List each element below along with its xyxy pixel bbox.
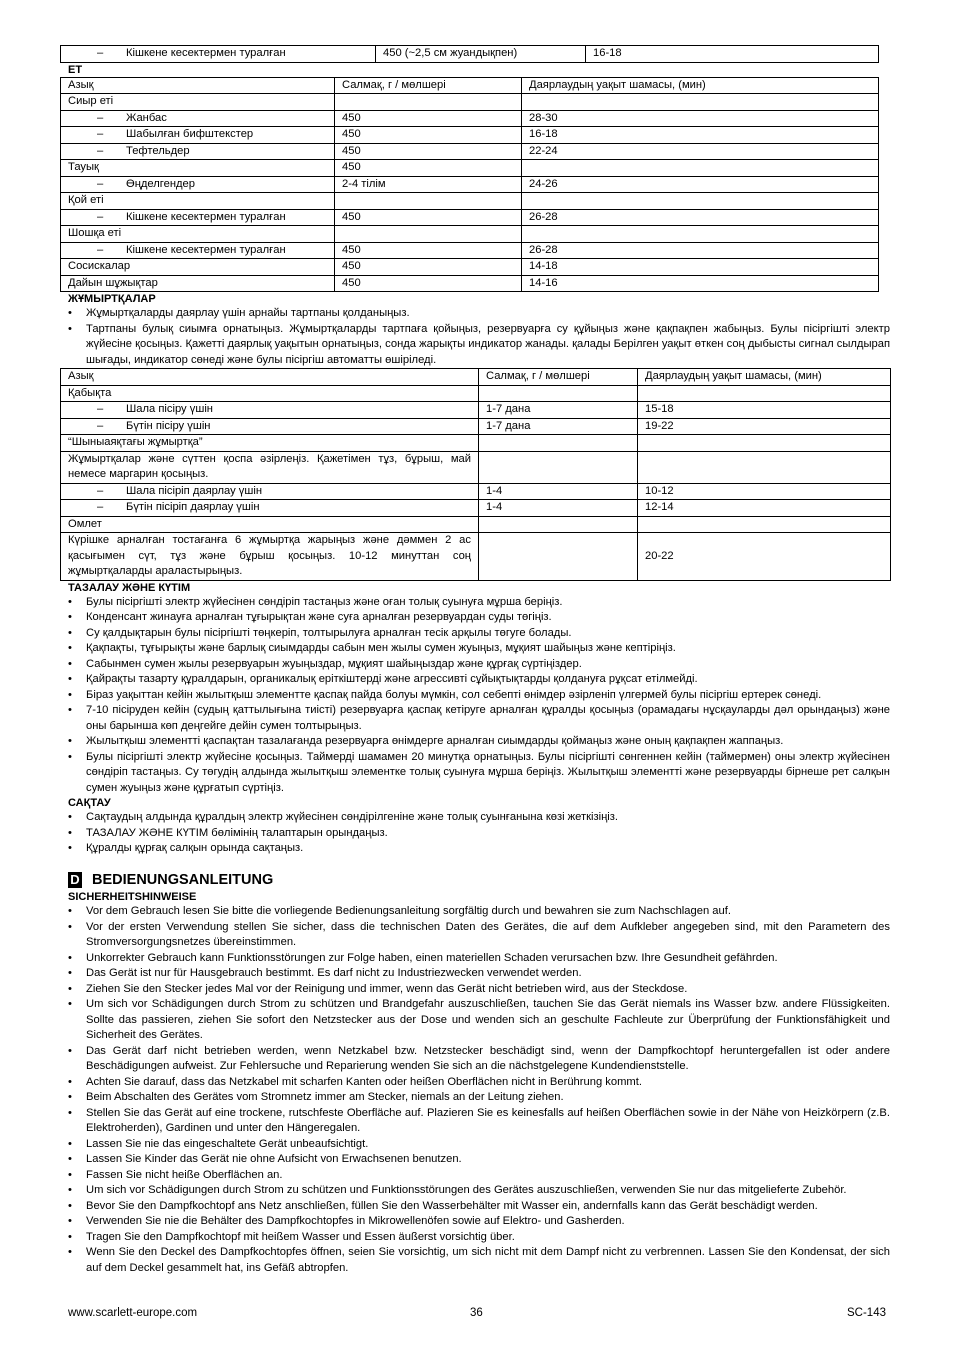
table-cell — [61, 418, 479, 435]
table-row — [61, 209, 879, 226]
table-cell: Тауық — [61, 160, 335, 177]
cleaning-bullet-list — [60, 595, 890, 797]
table-cell: 1-7 дана — [479, 418, 638, 435]
item-label: Шала пісіру үшін — [126, 403, 213, 415]
table-cell: 19-22 — [638, 418, 891, 435]
list-item: • Tragen Sie den Dampfkochtopf mit heißem Wasser und Essen äußerst vorsichtig über. — [60, 1230, 890, 1246]
item-label: Өңделгендер — [126, 177, 195, 190]
table-cell: Сосискалар — [61, 259, 335, 276]
meat-heading: ЕТ — [68, 63, 83, 76]
table-cell: 22-24 — [522, 143, 879, 160]
column-header: Азық — [61, 77, 335, 94]
table-cell — [479, 385, 638, 402]
list-item: • Тартпаны булық сиымға орнатыңыз. Жұмыртқаларды тартпаға қойыңыз, резервуарға су құйыңыз және қақпақпен жабыңыз. Булы пісіргішті электр жүйесіне қосыңыз. Қажетті даярлық уақытын орнатыңыз, сонда жарықты индикатор жанады. қалады Берілген уақыт өткен соң дыбысты сигнал сылдырап шығады, индикатор сөнеді және булы пісіргіш автоматты өшіріледі. — [60, 322, 890, 369]
table-cell: Қабықта — [61, 385, 479, 402]
list-item: • Vor der ersten Verwendung stellen Sie sicher, dass die technischen Daten des Gerätes, die auf dem Aufkleber angegeben sind, mit den Parametern des Stromversorgungsnetzes übereinstimmen. — [60, 920, 890, 951]
item-label: Бүтін пісіру үшін — [126, 419, 211, 432]
list-item: • Fassen Sie nicht heiße Oberflächen an. — [60, 1168, 890, 1184]
table-cell — [638, 451, 891, 483]
table-cell: – Кішкене кесектермен туралған — [61, 46, 376, 63]
table-cell: 28-30 — [522, 110, 879, 127]
safety-heading: SICHERHEITSHINWEISE — [68, 891, 197, 904]
table-cell: 12-14 — [638, 500, 891, 517]
table-cell: Қой еті — [61, 193, 335, 210]
language-code-badge: D — [68, 872, 82, 888]
table-cell — [638, 435, 891, 452]
item-label: Жанбас — [126, 111, 167, 124]
footer-page-number: 36 — [470, 1307, 483, 1319]
table-cell: Дайын шұжықтар — [61, 275, 335, 292]
table-row — [61, 46, 879, 63]
list-item: • Unkorrekter Gebrauch kann Funktionsstörungen zur Folge haben, einen materiellen Schaden verursachen bzw. Ihre Gesundheit gefährden. — [60, 951, 890, 967]
table-row — [61, 176, 879, 193]
dash-marker: – — [97, 243, 104, 256]
list-item: • Achten Sie darauf, dass das Netzkabel mit scharfen Kanten oder heißen Oberflächen nicht in Berührung kommt. — [60, 1075, 890, 1091]
list-item: • Beim Abschalten des Gerätes vom Stromnetz immer am Stecker, niemals an der Leitung ziehen. — [60, 1090, 890, 1106]
dash-marker: – — [97, 128, 104, 140]
list-item: • Lassen Sie Kinder das Gerät nie ohne Aufsicht von Erwachsenen benutzen. — [60, 1152, 890, 1168]
list-item: • Um sich vor Schädigungen durch Strom zu schützen und Funktionsstörungen des Gerätes auszuschließen, verwenden Sie nur das mitgelieferte Zubehör. — [60, 1183, 890, 1199]
list-item: • Stellen Sie das Gerät auf eine trockene, rutschfeste Oberfläche auf. Plazieren Sie es keinesfalls auf heißen Oberflächen sowie in der Nähe von Heizkörpern (z.B. Elektroherden), Gardinen und unter den Hängeregalen. — [60, 1106, 890, 1137]
table-row — [61, 226, 879, 243]
cleaning-heading: ТАЗАЛАУ ЖӘНЕ КҮТІМ — [68, 581, 191, 594]
list-item: • Das Gerät darf nicht betrieben werden, wenn Netzkabel bzw. Netzstecker beschädigt sind, wenn der Dampfkochtopf heruntergefallen ist oder andere Beschädigungen aufweist. Zur Fehlersuche und Reparierung wenden Sie sich an die nächstgelegene Kundendienststelle. — [60, 1044, 890, 1075]
table-row — [61, 143, 879, 160]
list-item: • Сабынмен сумен жылы резервуарын жуыңыздар, мұқият шайыңыздар және құрғақ сүртіңіздер. — [60, 657, 890, 673]
table-cell: Шошқа еті — [61, 226, 335, 243]
table-cell: 1-4 — [479, 500, 638, 517]
table-row — [61, 275, 879, 292]
table-cell — [522, 226, 879, 243]
table-row — [61, 160, 879, 177]
table-cell: 16-18 — [586, 46, 879, 63]
page-content — [60, 45, 890, 1276]
column-header: Салмақ, г / мөлшері — [335, 77, 522, 94]
table-header-row — [61, 77, 879, 94]
table-cell — [479, 516, 638, 533]
table-cell — [61, 483, 479, 500]
table-cell: 450 — [335, 242, 522, 259]
list-item: • ТАЗАЛАУ ЖӘНЕ КҮТІМ бөлімінің талаптарын орындаңыз. — [60, 826, 890, 842]
list-item: • Bevor Sie den Dampfkochtopf ans Netz anschließen, füllen Sie den Wasserbehälter mit Wasser ein, andernfalls kann das Gerät beschädigt werden. — [60, 1199, 890, 1215]
list-item: • 7-10 пісіруден кейін (судың қаттылығына тиісті) резервуарға қаспақ кетіруге арналған құралды қосыңыз (орамадағы нұсқауларды дәл орындаңыз) және оны барынша көп деңгейге дейін сумен толтырыңыз. — [60, 703, 890, 734]
list-item: • Сақтаудың алдында құралдың электр жүйесінен сөндірілгеніне және толық суынғанына көзі жеткізіңіз. — [60, 810, 890, 826]
list-item: • Verwenden Sie nie die Behälter des Dampfkochtopfes in Mikrowellenöfen sowie auf Elektro- und Gasherden. — [60, 1214, 890, 1230]
table-cell: 450 — [335, 275, 522, 292]
table-cell: Күрішке арналған тостағанға 6 жұмыртқа жарыңыз және дәммен 2 ас қасығымен сүт, тұз және бұрыш қосыңыз. 10-12 минуттан соң жұмыртқаларды араластырыңыз. — [61, 533, 479, 581]
list-item: • Ziehen Sie den Stecker jedes Mal vor der Reinigung und immer, wenn das Gerät nicht betrieben wird, aus der Steckdose. — [60, 982, 890, 998]
table-cell — [61, 110, 335, 127]
column-header: Даярлаудың уақыт шамасы, (мин) — [522, 77, 879, 94]
table-cell: 450 (~2,5 см жуандықпен) — [376, 46, 586, 63]
safety-bullet-list — [60, 904, 890, 1276]
table-cell: 15-18 — [638, 402, 891, 419]
table-cell — [522, 193, 879, 210]
column-header: Азық — [61, 369, 479, 386]
table-row — [61, 435, 891, 452]
table-cell: 450 — [335, 110, 522, 127]
table-cell: 10-12 — [638, 483, 891, 500]
table-cell — [335, 193, 522, 210]
table-cell — [638, 385, 891, 402]
table-cell — [61, 242, 335, 259]
dash-marker: – — [97, 419, 104, 432]
table-cell: 450 — [335, 160, 522, 177]
item-label: Шала пісіріп даярлау үшін — [126, 484, 263, 497]
table-cell: 20-22 — [638, 533, 891, 581]
meat-table — [60, 77, 879, 293]
list-item: • Жылытқыш элементті қаспақтан тазалағанда резервуарға өнімдерге арналған сиымдарды қоймаңыз және оның қақпақпен жаппаңыз. — [60, 734, 890, 750]
item-label: Шабылған бифштекстер — [126, 128, 254, 140]
dash-marker: – — [97, 111, 104, 124]
table-cell: 26-28 — [522, 242, 879, 259]
page-footer — [68, 1306, 886, 1322]
table-cell — [61, 127, 335, 144]
table-cell: 1-7 дана — [479, 402, 638, 419]
table-cell: 16-18 — [522, 127, 879, 144]
footer-website: www.scarlett-europe.com — [68, 1307, 198, 1319]
list-item: • Конденсант жинауға арналған тұғырықтан және суға арналған резервуардан суды төгіңіз. — [60, 610, 890, 626]
table-cell — [61, 143, 335, 160]
table-cell — [335, 226, 522, 243]
table-row — [61, 500, 891, 517]
list-item: • Um sich vor Schädigungen durch Strom zu schützen und Brandgefahr auszuschließen, tauchen Sie das Gerät niemals ins Wasser bzw. andere Flüssigkeiten. Sollte das passieren, ziehen Sie sofort den Netzstecker aus der Dose und wenden sich an geschulte Fachleute zur Überprüfung der Funktionsfähigkeit und Sicherheit des Gerätes. — [60, 997, 890, 1044]
list-item: • Булы пісіргішті электр жүйесіне қосыңыз. Таймерді шамамен 20 минутқа орнатыңыз. Булы пісіргішті сөнгеннен кейін (таймермен) оны электр жүйесінен сөндіріп тастаңыз. Су төгудің алдында жылытқыш элементке толық суынуға мұрша беріңіз. Жылытқыш элементті және резервуарды бірнеше рет салқын сумен жуыңыз және құрғатып сүртіңіз. — [60, 750, 890, 797]
table-cell — [61, 402, 479, 419]
table-cell — [61, 500, 479, 517]
list-item: • Lassen Sie nie das eingeschaltete Gerät unbeaufsichtigt. — [60, 1137, 890, 1153]
table-cell: Жұмыртқалар және сүттен қоспа әзірлеңіз. Қажетімен тұз, бұрыш, май немесе маргарин қосыңыз. — [61, 451, 479, 483]
list-item: • Қақпақты, тұғырықты және барлық сиымдарды сабын мен жылы сумен жуыңыз, мұқият шайыңыз және кептіріңіз. — [60, 641, 890, 657]
table-row — [61, 451, 891, 483]
table-row — [61, 94, 879, 111]
table-cell — [522, 160, 879, 177]
table-cell: 450 — [335, 209, 522, 226]
list-item: • Жұмыртқаларды даярлау үшін арнайы тартпаны қолданыңыз. — [60, 306, 890, 322]
table-row — [61, 242, 879, 259]
top-continuation-table — [60, 45, 879, 63]
eggs-bullet-list — [60, 306, 890, 368]
table-cell: 26-28 — [522, 209, 879, 226]
list-item: • Біраз уақыттан кейін жылытқыш элементте қаспақ пайда болуы мүмкін, сол себепті өнімдер әзірленіп үлгермей булы пісіргіш ертерек сөнеді. — [60, 688, 890, 704]
table-row — [61, 110, 879, 127]
table-cell: “Шыныаяқтағы жұмыртқа” — [61, 435, 479, 452]
table-row — [61, 516, 891, 533]
table-cell — [479, 533, 638, 581]
dash-marker: – — [97, 177, 104, 190]
table-cell — [479, 435, 638, 452]
list-item: • Қайрақты тазарту құралдарын, органикалық еріткіштерді және агрессивті сұйықтықтарды қолдануға рұқсат етілмейді. — [60, 672, 890, 688]
storage-bullet-list — [60, 810, 890, 857]
table-cell: Сиыр еті — [61, 94, 335, 111]
table-row — [61, 259, 879, 276]
table-cell — [522, 94, 879, 111]
list-item: • Wenn Sie den Deckel des Dampfkochtopfes öffnen, seien Sie vorsichtig, um sich nicht mit dem Dampf nicht zu verbrennen. Lassen Sie den Kondensat, der sich auf dem Deckel gesammelt hat, ins Gefäß abtropfen. — [60, 1245, 890, 1276]
eggs-table — [60, 368, 891, 581]
list-item: • Das Gerät ist nur für Hausgebrauch bestimmt. Es darf nicht zu Industriezwecken verwendet werden. — [60, 966, 890, 982]
manual-title: BEDIENUNGSANLEITUNG — [92, 871, 274, 888]
item-label: Кішкене кесектермен туралған — [126, 210, 286, 223]
storage-heading: САҚТАУ — [68, 797, 111, 809]
eggs-heading: ЖҰМЫРТҚАЛАР — [68, 293, 156, 305]
table-row — [61, 483, 891, 500]
table-row — [61, 533, 891, 581]
table-cell: 450 — [335, 259, 522, 276]
list-item: • Булы пісіргішті электр жүйесінен сөндіріп тастаңыз және оған толық суынуға мұрша беріңіз. — [60, 595, 890, 611]
table-cell: 450 — [335, 127, 522, 144]
table-row — [61, 402, 891, 419]
dash-marker: – — [97, 484, 104, 497]
item-label: Бүтін пісіріп даярлау үшін — [126, 501, 260, 513]
table-cell: 450 — [335, 143, 522, 160]
dash-marker: – — [97, 210, 104, 223]
list-item: • Vor dem Gebrauch lesen Sie bitte die vorliegende Bedienungsanleitung sorgfältig durch und bewahren sie zum Nachschlagen auf. — [60, 904, 890, 920]
item-label: Кішкене кесектермен туралған — [126, 243, 286, 256]
dash-marker: – — [97, 501, 104, 513]
dash-marker: – — [97, 403, 104, 415]
list-item: • Құралды құрғақ салқын орында сақтаңыз. — [60, 841, 890, 857]
table-row — [61, 418, 891, 435]
table-cell: 2-4 тілім — [335, 176, 522, 193]
table-cell — [479, 451, 638, 483]
table-header-row — [61, 369, 891, 386]
table-cell: 14-18 — [522, 259, 879, 276]
table-cell: 14-16 — [522, 275, 879, 292]
table-cell — [335, 94, 522, 111]
column-header: Даярлаудың уақыт шамасы, (мин) — [638, 369, 891, 386]
table-row — [61, 127, 879, 144]
table-cell: Омлет — [61, 516, 479, 533]
list-item: • Су қалдықтарын булы пісіргішті төңкеріп, толтырылуға арналған тесік арқылы төгуге болады. — [60, 626, 890, 642]
table-cell — [61, 176, 335, 193]
table-cell — [638, 516, 891, 533]
table-cell: 24-26 — [522, 176, 879, 193]
table-row — [61, 193, 879, 210]
table-cell: 1-4 — [479, 483, 638, 500]
table-cell — [61, 209, 335, 226]
footer-model: SC-143 — [847, 1307, 886, 1319]
column-header: Салмақ, г / мөлшері — [479, 369, 638, 386]
table-row — [61, 385, 891, 402]
item-label: Тефтельдер — [126, 144, 190, 157]
dash-marker: – — [97, 144, 104, 157]
german-section-title — [60, 871, 890, 891]
